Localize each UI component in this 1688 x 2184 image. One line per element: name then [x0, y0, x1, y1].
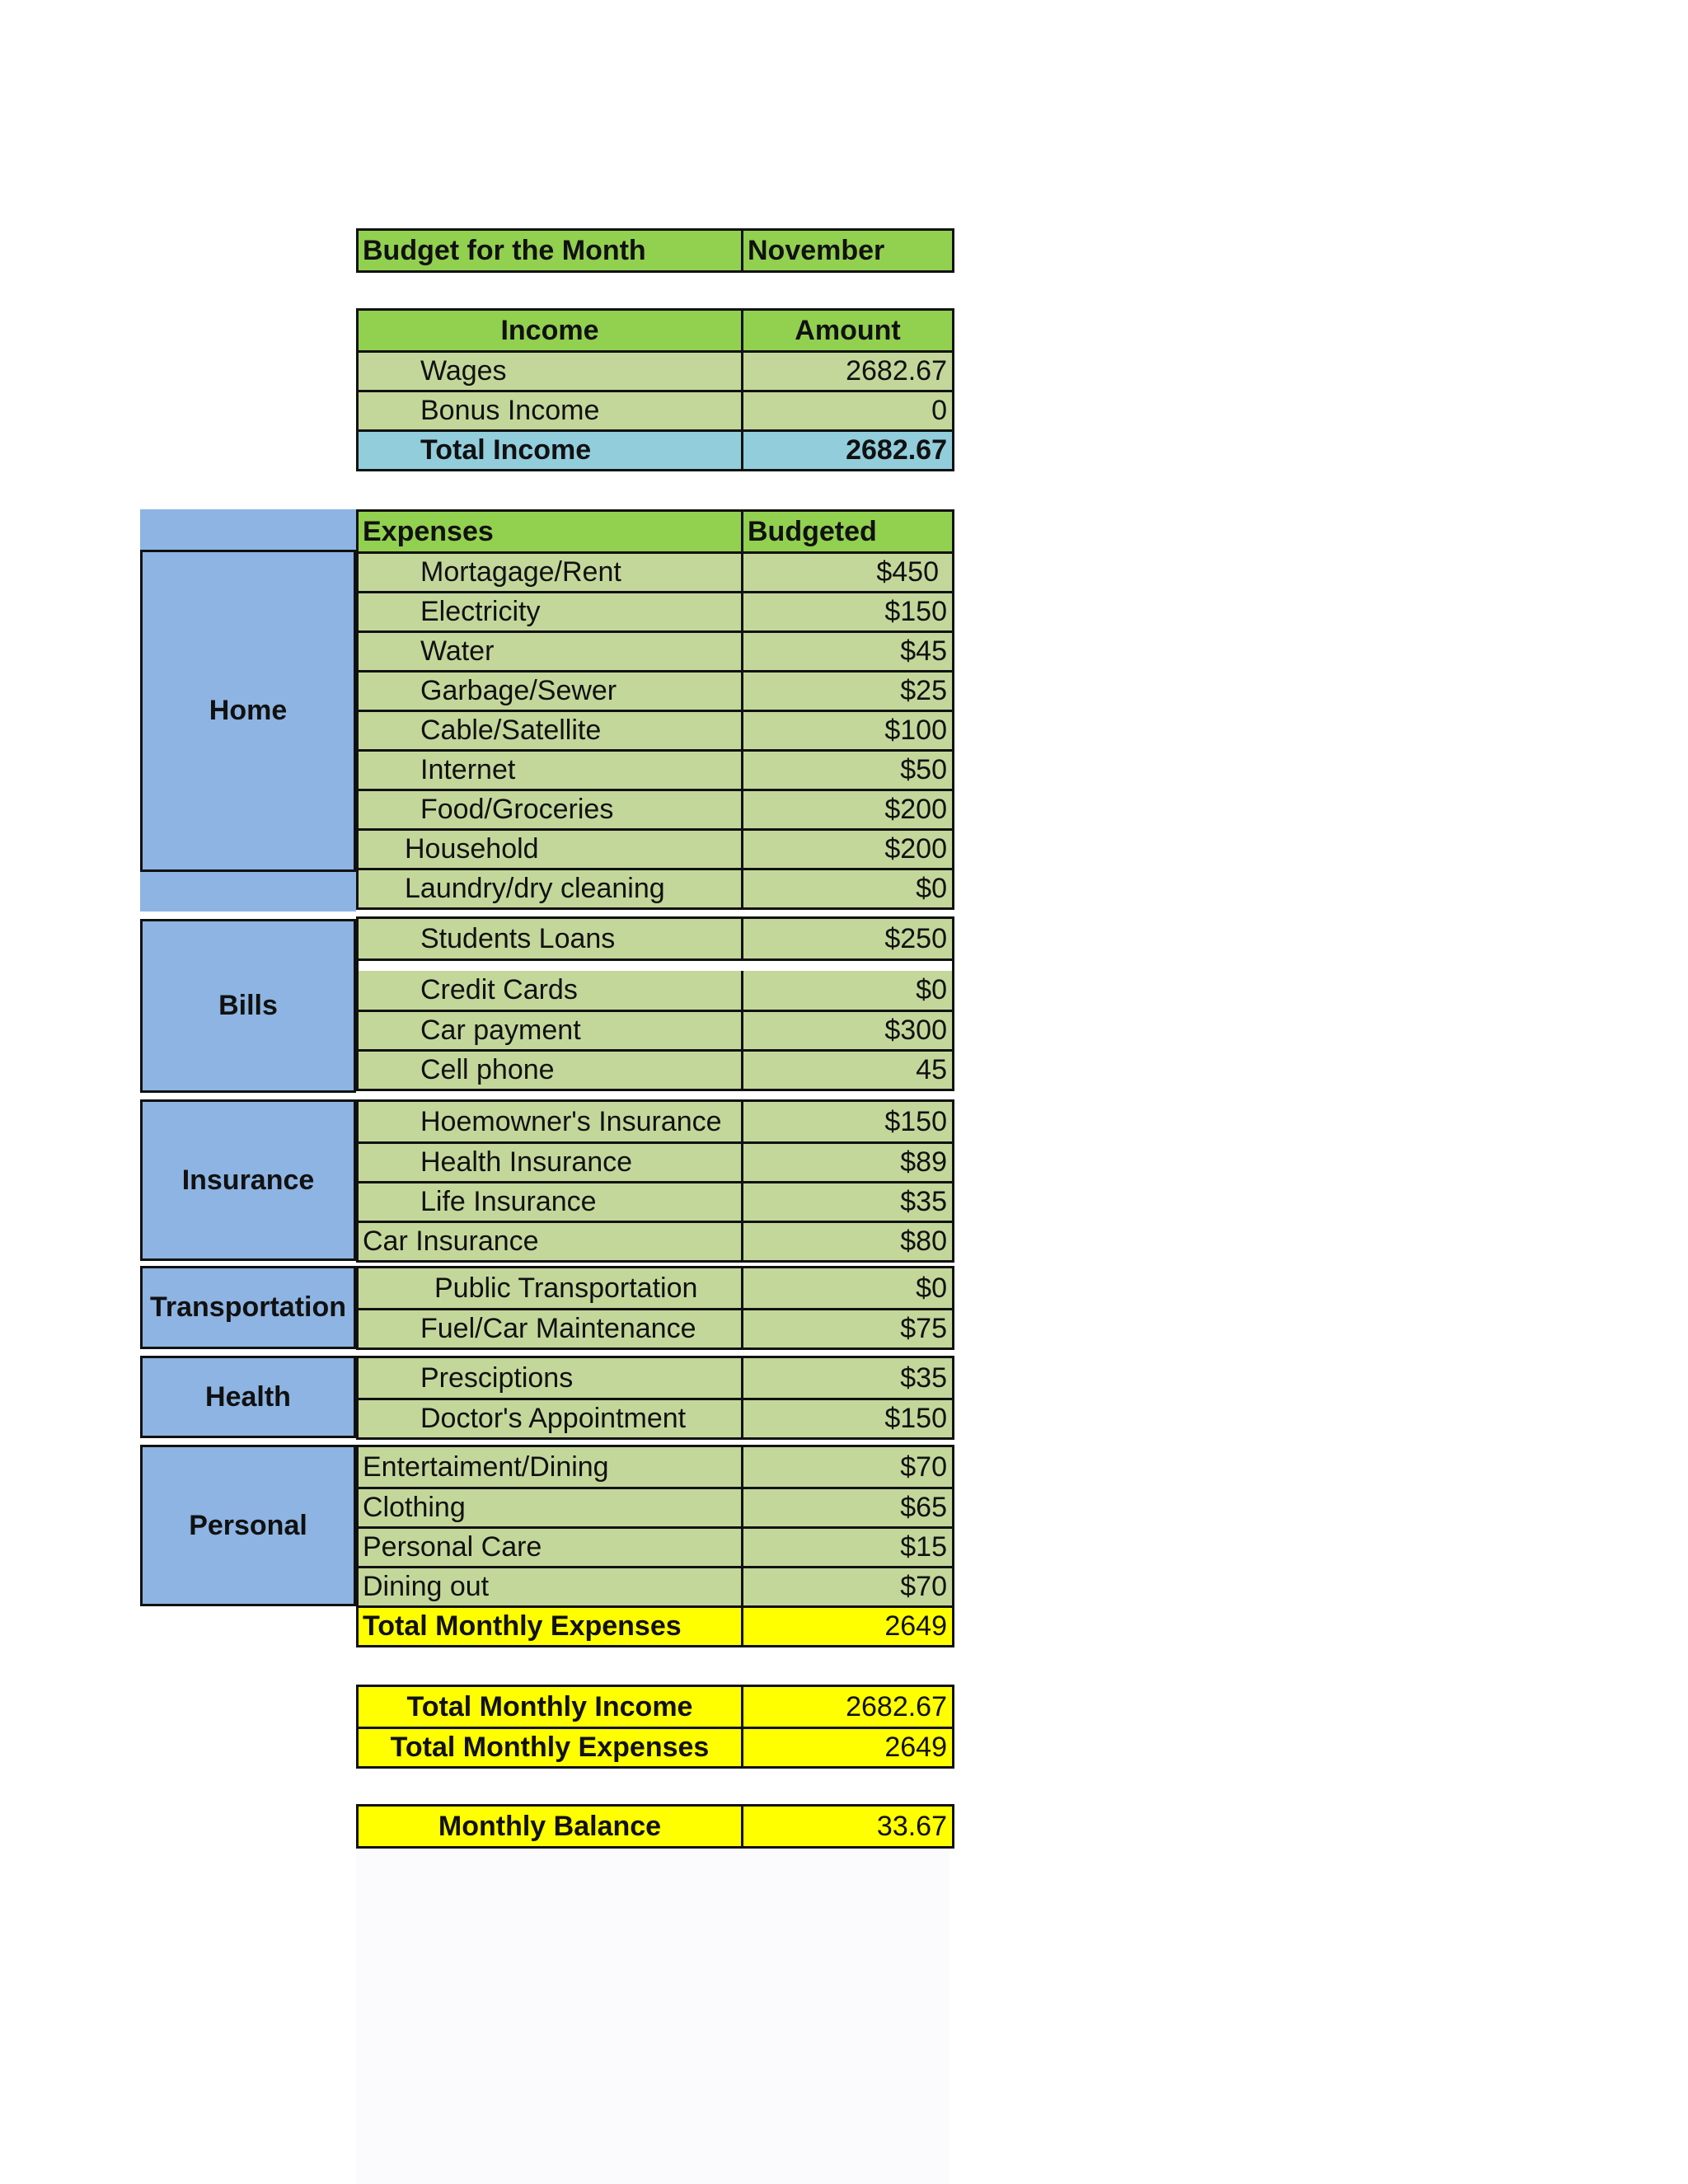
expense-label: Presciptions — [359, 1358, 743, 1398]
table-row — [359, 1102, 952, 1141]
expense-label: Entertaiment/Dining — [359, 1447, 743, 1487]
expense-value: $150 — [743, 1400, 952, 1437]
table-row — [359, 1566, 952, 1605]
expense-value: $15 — [743, 1529, 952, 1566]
income-value: 0 — [743, 392, 952, 429]
summary-income-label: Total Monthly Income — [359, 1687, 743, 1727]
expense-value: $0 — [743, 971, 952, 1010]
expense-label: Laundry/dry cleaning — [359, 870, 743, 907]
total-expenses-label: Total Monthly Expenses — [359, 1608, 743, 1645]
table-row — [359, 1605, 952, 1645]
table-row — [359, 630, 952, 670]
expenses-table-personal — [356, 1445, 954, 1647]
table-row — [359, 1398, 952, 1437]
table-row — [359, 1807, 952, 1846]
expense-label: Hoemowner's Insurance — [359, 1102, 743, 1141]
expenses-table-insurance — [356, 1099, 954, 1263]
table-row — [359, 1358, 952, 1398]
income-label: Wages — [359, 353, 743, 390]
income-label: Bonus Income — [359, 392, 743, 429]
expense-value: $80 — [743, 1223, 952, 1260]
expense-label: Personal Care — [359, 1529, 743, 1566]
expense-label: Car payment — [359, 1012, 743, 1049]
expense-label: Cable/Satellite — [359, 712, 743, 749]
table-row — [359, 1526, 952, 1566]
expense-value: $65 — [743, 1489, 952, 1526]
budget-month: November — [743, 231, 952, 270]
expense-value: $150 — [743, 1102, 952, 1141]
total-expenses-value: 2649 — [743, 1608, 952, 1645]
expense-label: Health Insurance — [359, 1144, 743, 1181]
expense-value: $89 — [743, 1144, 952, 1181]
table-row — [359, 828, 952, 868]
table-row — [359, 1447, 952, 1487]
expense-label: Water — [359, 633, 743, 670]
table-row — [359, 1727, 952, 1766]
expense-value: $50 — [743, 752, 952, 789]
expense-label: Garbage/Sewer — [359, 673, 743, 710]
table-row — [359, 1268, 952, 1308]
category-insurance: Insurance — [140, 1099, 356, 1261]
expense-value: $200 — [743, 831, 952, 868]
table-row — [359, 551, 952, 591]
table-row — [359, 1141, 952, 1181]
expenses-header: Expenses — [359, 512, 743, 551]
income-header: Income — [359, 311, 743, 350]
expense-label: Clothing — [359, 1489, 743, 1526]
page-background-shade — [356, 1846, 950, 2184]
table-row — [359, 429, 952, 469]
expense-value: $300 — [743, 1012, 952, 1049]
expense-label: Mortagage/Rent — [359, 554, 743, 591]
expense-value: $70 — [743, 1568, 952, 1605]
category-header-strip — [140, 509, 356, 551]
table-row — [359, 919, 952, 958]
table-row — [359, 1687, 952, 1727]
expense-value: $200 — [743, 791, 952, 828]
expense-value: $150 — [743, 593, 952, 630]
expense-label: Electricity — [359, 593, 743, 630]
expense-label: Food/Groceries — [359, 791, 743, 828]
table-row — [359, 670, 952, 710]
summary-income-value: 2682.67 — [743, 1687, 952, 1727]
table-row — [359, 749, 952, 789]
expenses-table-transportation — [356, 1266, 954, 1350]
budgeted-header: Budgeted — [743, 512, 952, 551]
balance-table — [356, 1804, 954, 1849]
expense-value: $450 — [743, 554, 952, 591]
table-row — [359, 390, 952, 429]
total-income-value: 2682.67 — [743, 432, 952, 469]
expense-value: 45 — [743, 1052, 952, 1089]
expense-value: $100 — [743, 712, 952, 749]
summary-expenses-label: Total Monthly Expenses — [359, 1729, 743, 1766]
expense-label: Car Insurance — [359, 1223, 743, 1260]
income-value: 2682.67 — [743, 353, 952, 390]
summary-table — [356, 1685, 954, 1769]
table-row — [359, 789, 952, 828]
category-health: Health — [140, 1356, 356, 1438]
expense-value: $0 — [743, 1268, 952, 1308]
expense-label: Credit Cards — [359, 971, 743, 1010]
table-row — [359, 1487, 952, 1526]
summary-expenses-value: 2649 — [743, 1729, 952, 1766]
balance-value: 33.67 — [743, 1807, 952, 1846]
category-personal: Personal — [140, 1445, 356, 1606]
table-row — [359, 1049, 952, 1089]
total-income-label: Total Income — [359, 432, 743, 469]
category-bills: Bills — [140, 919, 356, 1093]
table-row — [359, 1181, 952, 1221]
expense-value: $35 — [743, 1183, 952, 1221]
table-row — [359, 868, 952, 907]
expense-value: $25 — [743, 673, 952, 710]
expense-label: Public Transportation — [359, 1268, 743, 1308]
expenses-table-bills — [356, 916, 954, 1091]
expenses-table-health — [356, 1356, 954, 1440]
expense-label: Dining out — [359, 1568, 743, 1605]
expense-value: $70 — [743, 1447, 952, 1487]
expense-label: Internet — [359, 752, 743, 789]
table-row — [359, 1010, 952, 1049]
table-row — [359, 350, 952, 390]
category-home: Home — [140, 550, 356, 872]
expense-value: $35 — [743, 1358, 952, 1398]
income-table — [356, 308, 954, 471]
category-home-extension — [140, 872, 356, 912]
table-row — [359, 591, 952, 630]
expense-label: Cell phone — [359, 1052, 743, 1089]
expense-label: Students Loans — [359, 919, 743, 958]
table-row — [359, 958, 952, 1010]
table-row — [359, 710, 952, 749]
expense-label: Life Insurance — [359, 1183, 743, 1221]
budget-header-table — [356, 228, 954, 273]
expense-label: Household — [359, 831, 743, 868]
expense-value: $250 — [743, 919, 952, 958]
expenses-table-home — [356, 509, 954, 910]
expense-label: Fuel/Car Maintenance — [359, 1310, 743, 1347]
balance-label: Monthly Balance — [359, 1807, 743, 1846]
table-row — [359, 1308, 952, 1347]
category-transportation: Transportation — [140, 1266, 356, 1349]
expense-value: $75 — [743, 1310, 952, 1347]
expense-value: $0 — [743, 870, 952, 907]
expense-label: Doctor's Appointment — [359, 1400, 743, 1437]
budget-title: Budget for the Month — [359, 231, 743, 270]
amount-header: Amount — [743, 311, 952, 350]
table-row — [359, 1221, 952, 1260]
expense-value: $45 — [743, 633, 952, 670]
